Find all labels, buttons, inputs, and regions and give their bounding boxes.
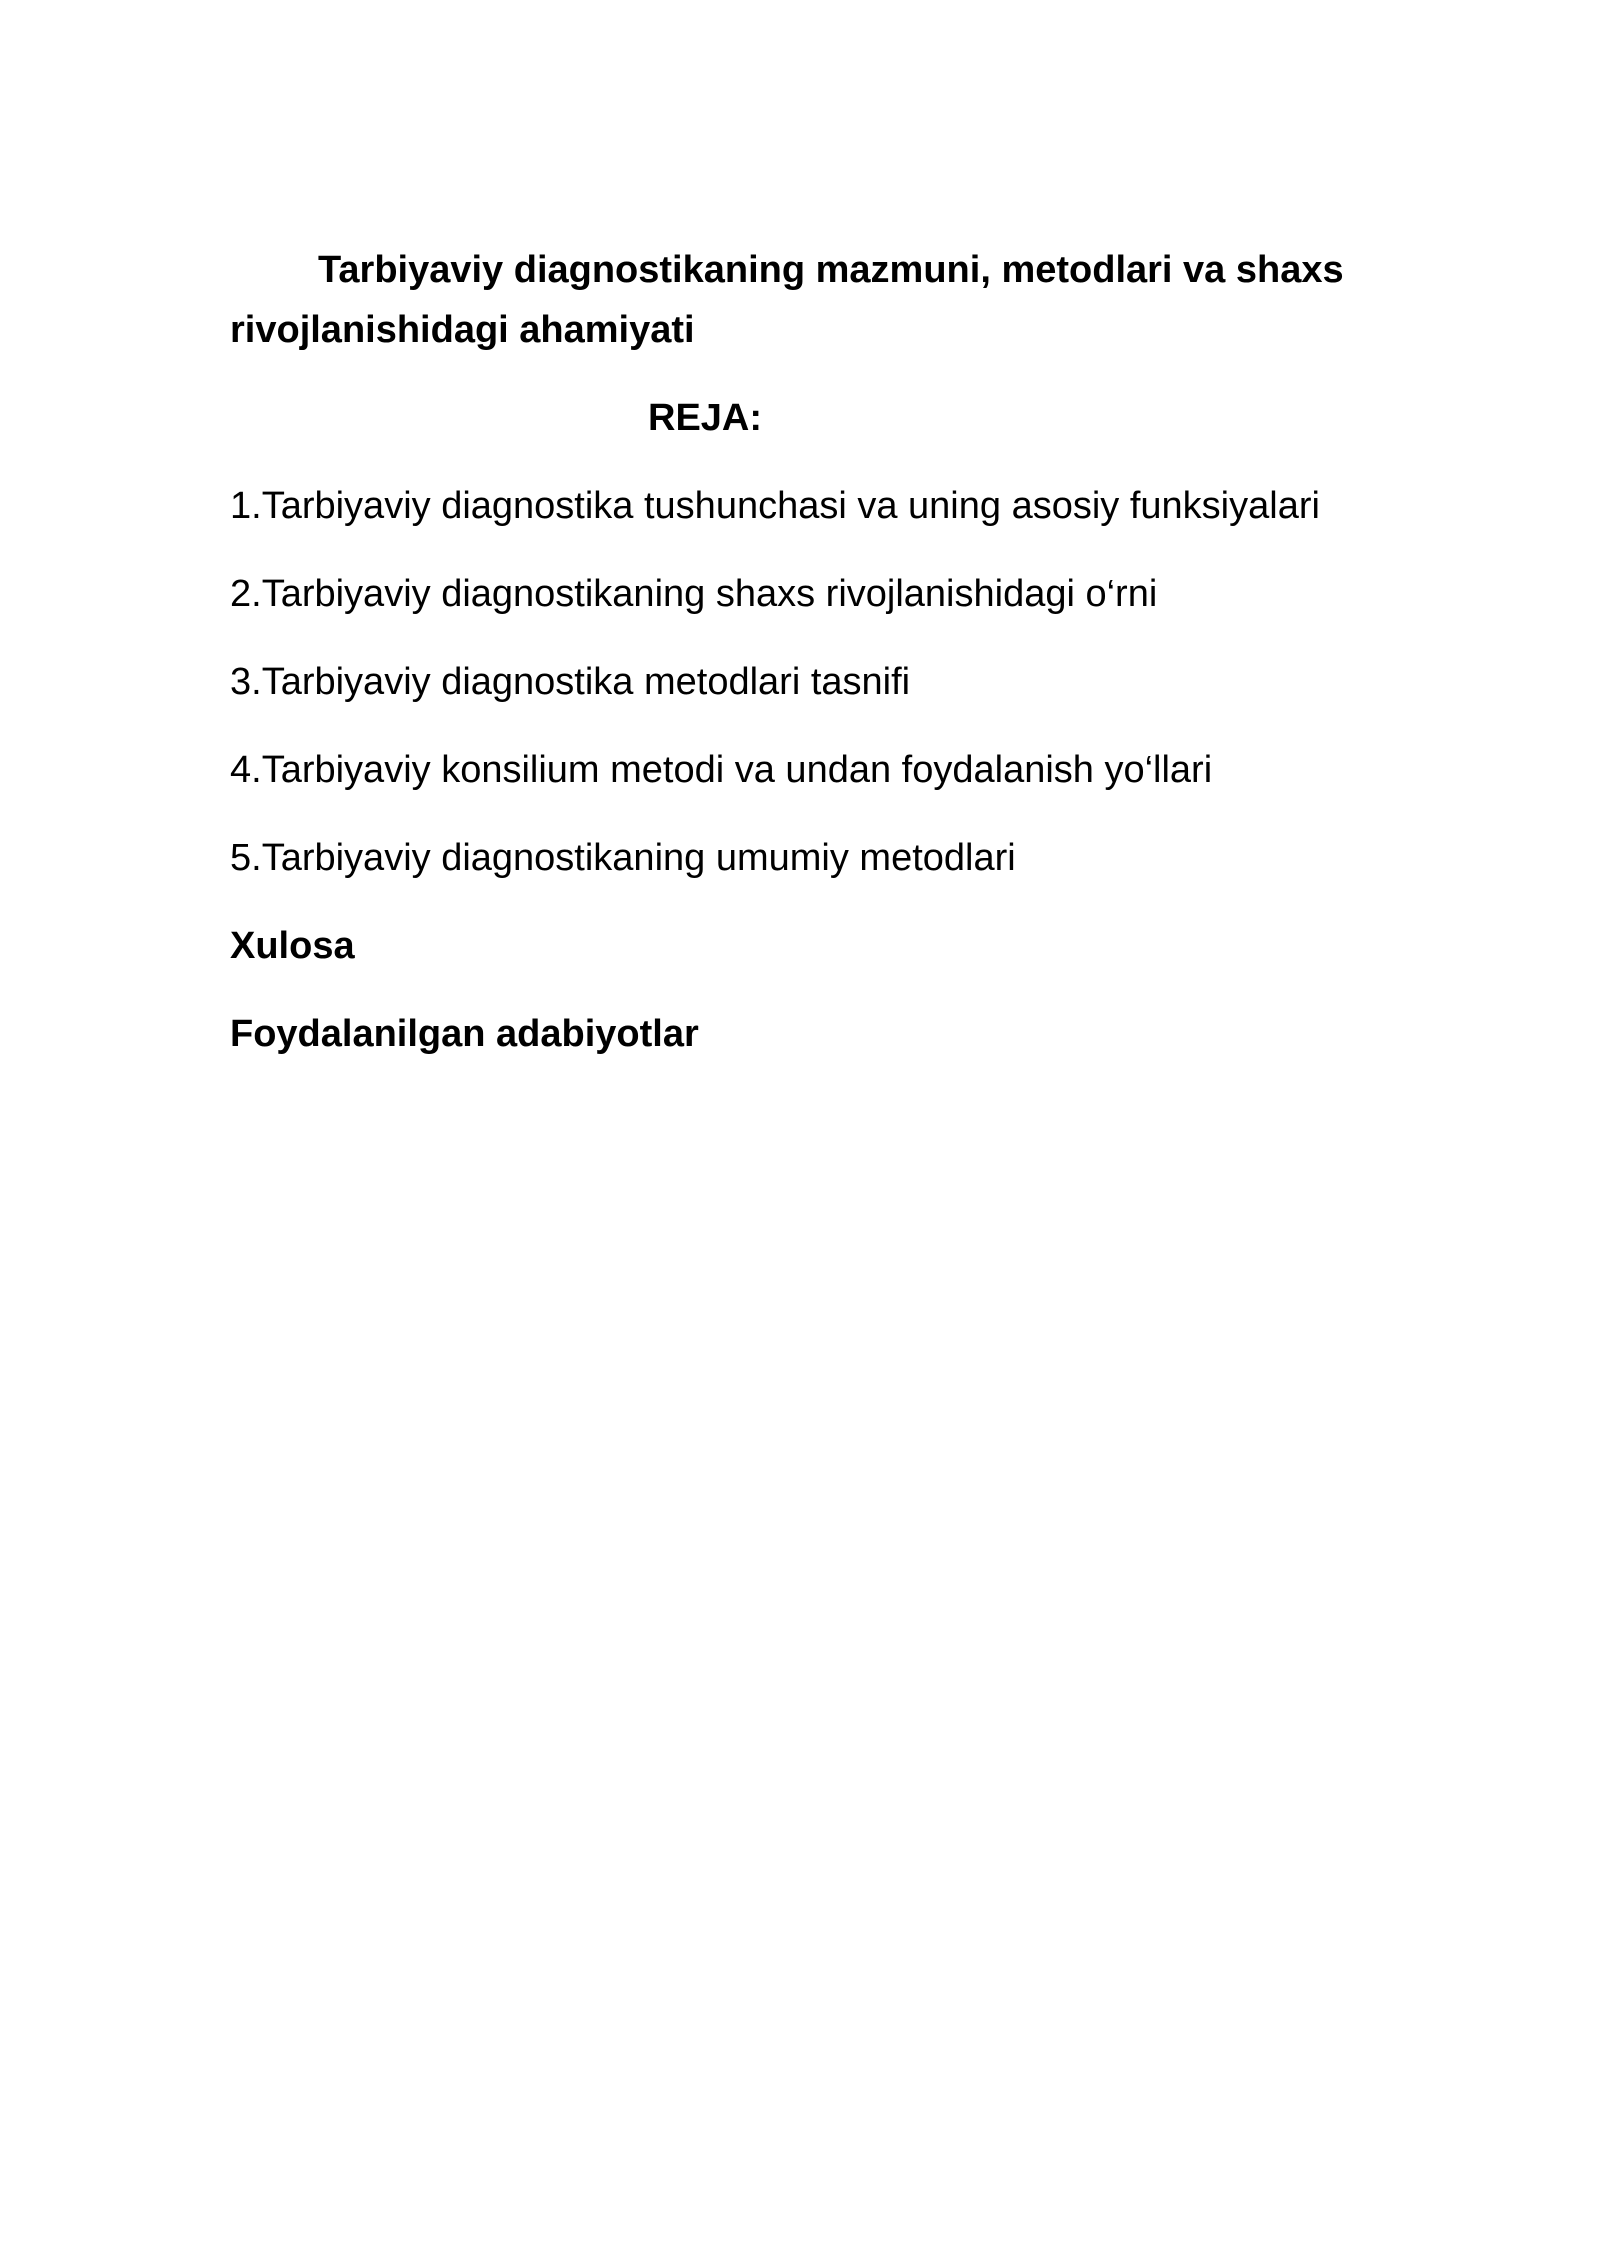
references-heading: Foydalanilgan adabiyotlar: [230, 1013, 699, 1055]
document-title: Tarbiyaviy diagnostikaning mazmuni, metodlari va shaxs rivojlanishidagi ahamiyati: [230, 249, 1344, 351]
plan-item: 4.Tarbiyaviy konsilium metodi va undan foydalanish yo‘llari: [230, 749, 1213, 791]
document-content: [230, 240, 1380, 1092]
plan-item: 2.Tarbiyaviy diagnostikaning shaxs rivojlanishidagi o‘rni: [230, 573, 1158, 615]
plan-item: 3.Tarbiyaviy diagnostika metodlari tasnifi: [230, 661, 911, 703]
plan-list: [230, 476, 1380, 888]
plan-item: 5.Tarbiyaviy diagnostikaning umumiy metodlari: [230, 837, 1016, 879]
conclusion-heading: Xulosa: [230, 925, 355, 967]
plan-item: 1.Tarbiyaviy diagnostika tushunchasi va uning asosiy funksiyalari: [230, 485, 1320, 527]
plan-heading: REJA:: [648, 397, 763, 439]
